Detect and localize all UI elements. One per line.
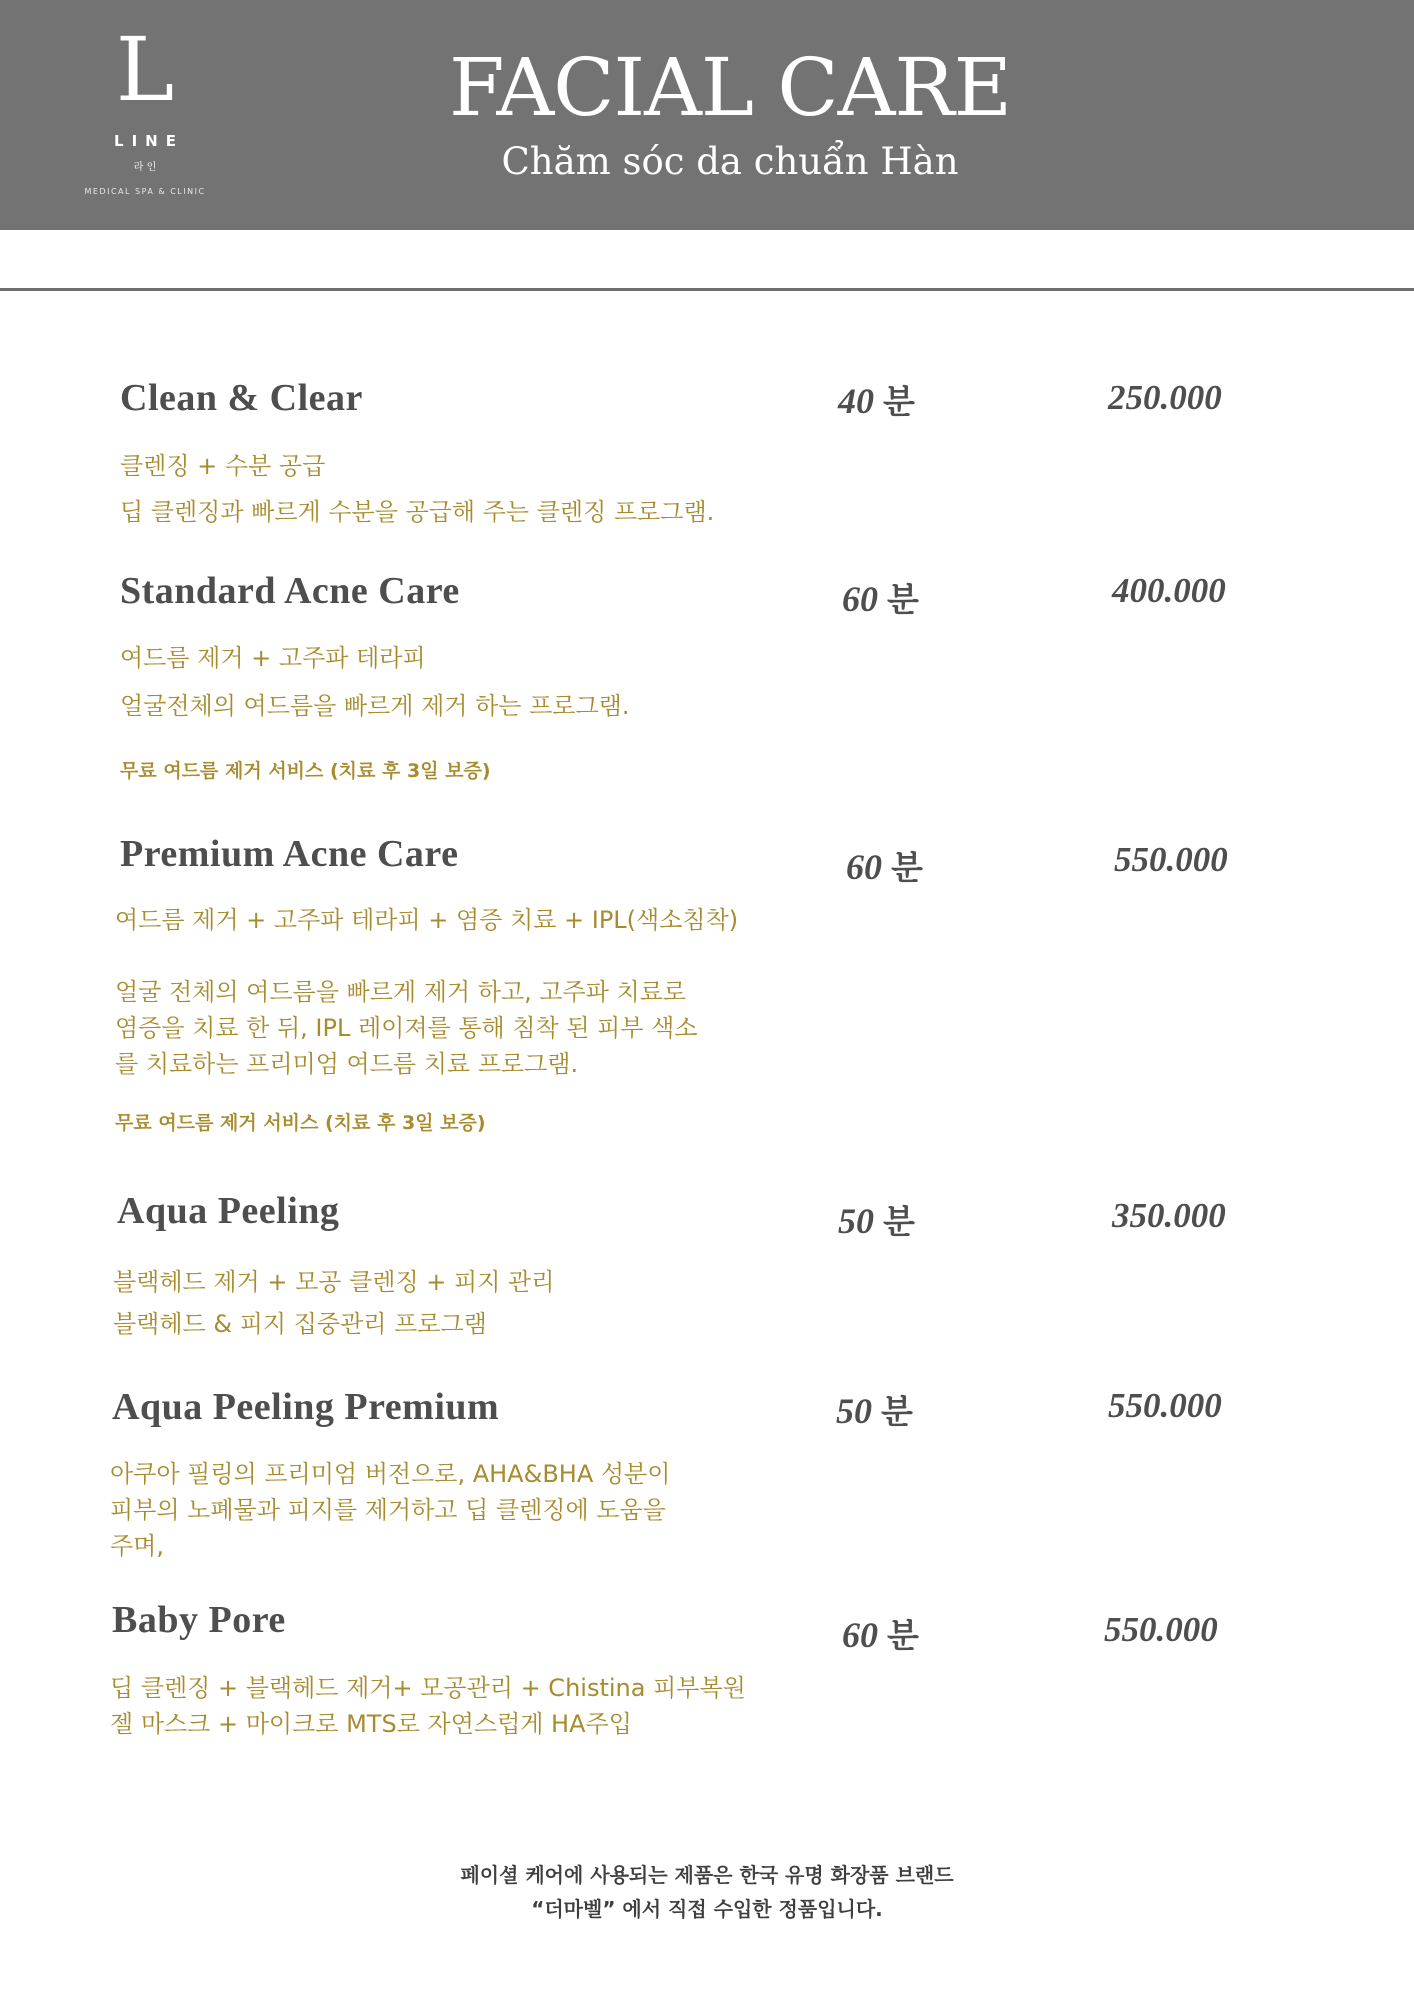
duration-unit: 분 <box>883 382 915 421</box>
duration-value: 60 <box>842 1615 878 1655</box>
service-price: 550.000 <box>1104 1610 1218 1649</box>
service-description-line: 주며, <box>110 1532 164 1560</box>
service-duration <box>836 1386 913 1433</box>
page-title: FACIAL CARE <box>448 41 1012 134</box>
duration-value: 40 <box>838 381 874 421</box>
service-name: Baby Pore <box>112 1599 286 1641</box>
service-duration <box>846 842 923 889</box>
header-banner <box>0 0 1414 230</box>
header-divider <box>0 288 1414 291</box>
duration-value: 50 <box>838 1201 874 1241</box>
service-description-line: 블랙헤드 & 피지 집중관리 프로그램 <box>113 1310 487 1338</box>
duration-unit: 분 <box>883 1202 915 1241</box>
service-duration <box>838 376 915 423</box>
footer-note <box>0 1858 1414 1926</box>
duration-value: 60 <box>846 847 882 887</box>
service-name: Standard Acne Care <box>120 570 460 612</box>
service-description-line: 블랙헤드 제거 + 모공 클렌징 + 피지 관리 <box>113 1268 555 1296</box>
service-description-line: 를 치료하는 프리미엄 여드름 치료 프로그램. <box>115 1050 579 1078</box>
service-note: 무료 여드름 제거 서비스 (치료 후 3일 보증) <box>120 760 491 782</box>
service-description-line: 얼굴전체의 여드름을 빠르게 제거 하는 프로그램. <box>120 692 630 720</box>
logo-korean-name: 라 인 <box>133 162 157 173</box>
duration-unit: 분 <box>891 848 923 887</box>
service-name: Premium Acne Care <box>120 833 459 875</box>
service-name: Aqua Peeling <box>117 1190 340 1232</box>
duration-unit: 분 <box>887 580 919 619</box>
service-duration <box>838 1196 915 1243</box>
service-price: 250.000 <box>1108 378 1222 417</box>
service-name: Aqua Peeling Premium <box>112 1386 500 1428</box>
service-description-line: 딥 클렌징 + 블랙헤드 제거+ 모공관리 + Chistina 피부복원 <box>110 1674 746 1702</box>
logo-letter: L <box>115 18 175 121</box>
service-description-line: 여드름 제거 + 고주파 테라피 <box>120 644 426 672</box>
service-duration <box>842 1610 919 1657</box>
duration-value: 60 <box>842 579 878 619</box>
service-description-line: 딥 클렌징과 빠르게 수분을 공급해 주는 클렌징 프로그램. <box>120 498 715 526</box>
service-description-line: 얼굴 전체의 여드름을 빠르게 제거 하고, 고주파 치료로 <box>115 978 687 1006</box>
duration-value: 50 <box>836 1391 872 1431</box>
footer-line: “더마벨” 에서 직접 수입한 정품입니다. <box>531 1897 883 1921</box>
service-price: 550.000 <box>1108 1386 1222 1425</box>
logo-name: LINE <box>114 132 184 150</box>
service-note: 무료 여드름 제거 서비스 (치료 후 3일 보증) <box>115 1112 486 1134</box>
page-subtitle: Chăm sóc da chuẩn Hàn <box>501 140 959 183</box>
brand-logo <box>60 20 230 196</box>
service-description-line: 아쿠아 필링의 프리미엄 버전으로, AHA&BHA 성분이 <box>110 1460 671 1488</box>
service-description-line: 여드름 제거 + 고주파 테라피 + 염증 치료 + IPL(색소침착) <box>115 906 739 934</box>
footer-line: 페이셜 케어에 사용되는 제품은 한국 유명 화장품 브랜드 <box>460 1863 954 1887</box>
service-duration <box>842 574 919 621</box>
service-description-line: 피부의 노폐물과 피지를 제거하고 딥 클렌징에 도움을 <box>110 1496 666 1524</box>
service-name: Clean & Clear <box>120 377 363 419</box>
duration-unit: 분 <box>881 1392 913 1431</box>
service-description-line: 염증을 치료 한 뒤, IPL 레이져를 통해 침착 된 피부 색소 <box>115 1014 698 1042</box>
service-description-line: 젤 마스크 + 마이크로 MTS로 자연스럽게 HA주입 <box>110 1710 632 1738</box>
service-price: 400.000 <box>1112 571 1226 610</box>
duration-unit: 분 <box>887 1616 919 1655</box>
service-price: 350.000 <box>1112 1196 1226 1235</box>
service-price: 550.000 <box>1114 840 1228 879</box>
service-description-line: 클렌징 + 수분 공급 <box>120 452 326 480</box>
logo-tagline: MEDICAL SPA & CLINIC <box>84 187 206 196</box>
